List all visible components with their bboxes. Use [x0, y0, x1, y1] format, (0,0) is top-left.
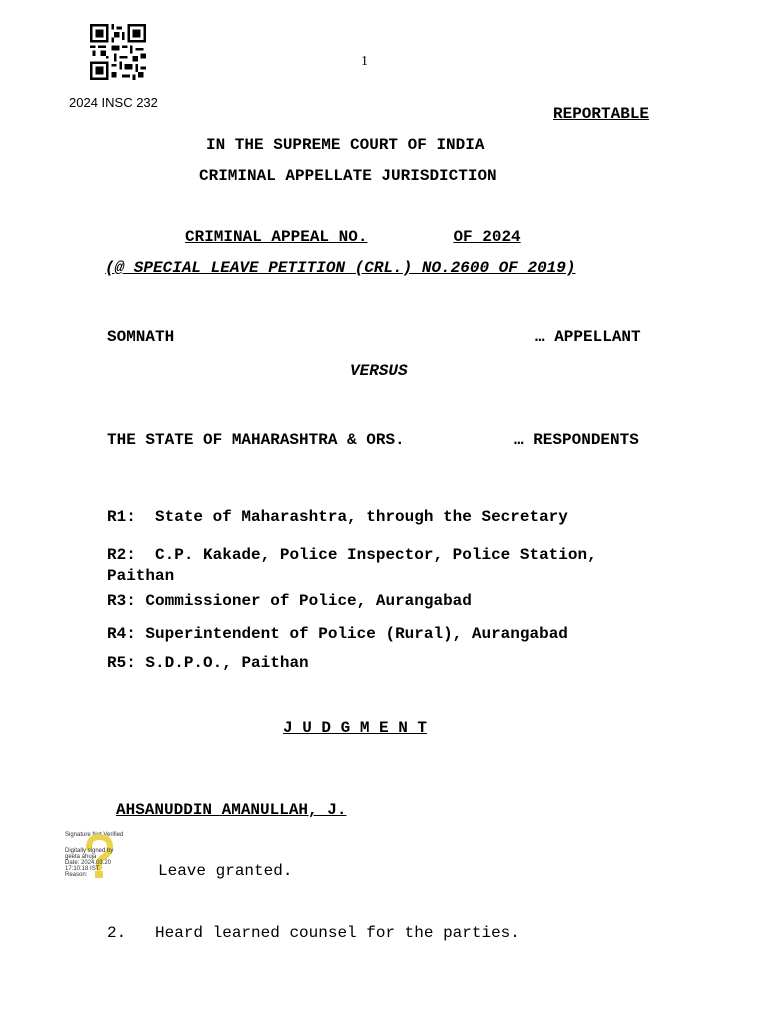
qr-code-icon — [90, 24, 146, 80]
respondent-id: R5: — [107, 654, 136, 672]
respondent-text: C.P. Kakade, Police Inspector, Police Station, — [155, 546, 597, 564]
paragraph-1: Leave granted. — [158, 862, 293, 880]
court-jurisdiction: CRIMINAL APPELLATE JURISDICTION — [199, 167, 497, 185]
court-name: IN THE SUPREME COURT OF INDIA — [206, 136, 485, 154]
signature-line5: Reason: — [65, 872, 88, 878]
appellant-name: SOMNATH — [107, 328, 175, 346]
paragraph-number: 2. — [107, 924, 127, 942]
respondent-text: S.D.P.O., Paithan — [145, 654, 309, 672]
page-number: 1 — [361, 54, 368, 69]
respondent-id: R1: — [107, 508, 136, 526]
citation: 2024 INSC 232 — [69, 95, 158, 110]
slp-reference: (@ SPECIAL LEAVE PETITION (CRL.) NO.2600 OF 2019) — [105, 259, 576, 277]
appeal-prefix: CRIMINAL APPEAL NO. — [185, 228, 368, 246]
respondent-id: R3: — [107, 592, 136, 610]
respondent-id: R4: — [107, 625, 136, 643]
signature-line1: Digitally signed by — [65, 848, 114, 854]
signature-line2: geeta ahuja — [65, 854, 97, 860]
versus-label: VERSUS — [350, 362, 408, 380]
reportable-label: REPORTABLE — [553, 105, 650, 123]
respondent-text: Commissioner of Police, Aurangabad — [145, 592, 472, 610]
judgment-author: AHSANUDDIN AMANULLAH, J. — [116, 801, 347, 819]
appellant-label: … APPELLANT — [535, 328, 641, 346]
respondent-name: THE STATE OF MAHARASHTRA & ORS. — [107, 431, 405, 449]
appeal-number — [185, 228, 521, 246]
respondent-r5 — [107, 654, 309, 672]
respondent-text: State of Maharashtra, through the Secretary — [155, 508, 568, 526]
respondent-id: R2: — [107, 546, 136, 564]
paragraph-2 — [107, 924, 520, 942]
respondent-r3 — [107, 592, 472, 610]
respondent-r2 — [107, 546, 597, 564]
respondent-r2-continued: Paithan — [107, 567, 175, 585]
respondent-r1 — [107, 508, 568, 526]
paragraph-text: Heard learned counsel for the parties. — [155, 924, 520, 942]
signature-line4: 17:10:18 IST — [65, 866, 100, 872]
judgment-heading: J U D G M E N T — [283, 719, 428, 737]
respondent-text: Superintendent of Police (Rural), Aurangabad — [145, 625, 568, 643]
respondent-label: … RESPONDENTS — [514, 431, 639, 449]
respondent-r4 — [107, 625, 568, 643]
signature-status: Signature Not Verified — [65, 832, 124, 838]
appeal-year: OF 2024 — [453, 228, 521, 246]
signature-line3: Date: 2024.03.20 — [65, 860, 112, 866]
